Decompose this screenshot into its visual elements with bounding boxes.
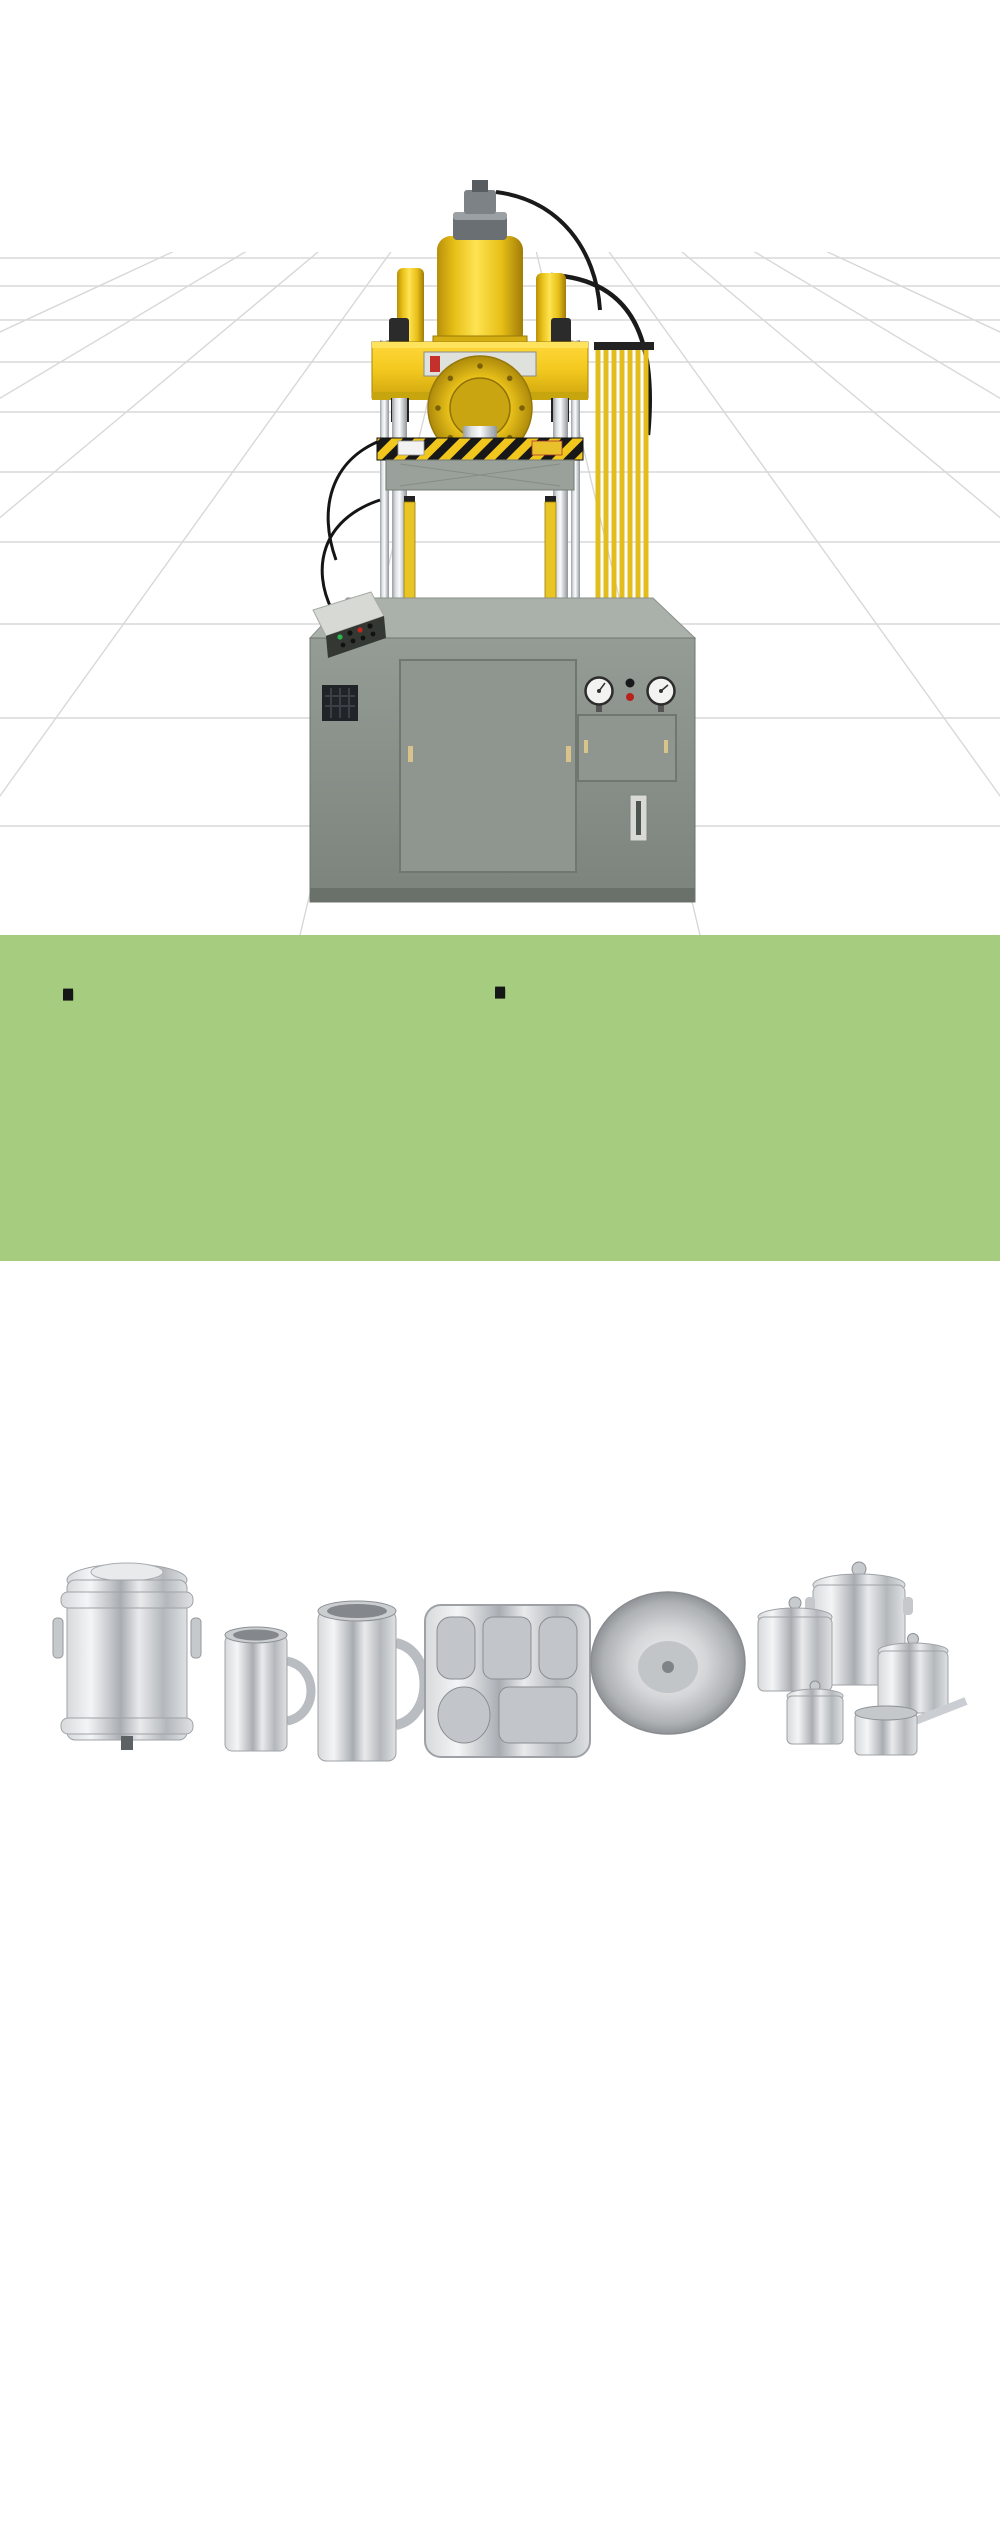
- usage-section: [62, 1328, 944, 1383]
- cabinet-door-main: [400, 660, 576, 872]
- oil-sight-glass: [630, 795, 647, 841]
- features-list-zh: [62, 983, 494, 985]
- product-pitcher: [318, 1601, 425, 1761]
- rod-cap: [389, 318, 409, 344]
- vent-grille: [322, 685, 358, 721]
- product-compartment-tray: [425, 1605, 590, 1757]
- machine-photo-area: [0, 140, 1000, 935]
- machine-illustration: [0, 140, 1000, 935]
- product-round-disc: [591, 1592, 745, 1734]
- page-header: [0, 40, 1000, 49]
- rod-cap: [551, 318, 571, 344]
- spec-heading: [45, 1826, 55, 1861]
- product-photos-illustration: [0, 1545, 1000, 1780]
- press-machine: [310, 180, 695, 902]
- usage-heading: [62, 1328, 944, 1363]
- cabinet-door-right: [578, 715, 676, 781]
- product-mug-small: [225, 1627, 311, 1751]
- product-insulated-barrel: [53, 1563, 201, 1750]
- page-footer: [45, 2428, 957, 2437]
- features-section: [0, 935, 1000, 1261]
- machine-base: [310, 592, 695, 902]
- product-photos: [0, 1545, 1000, 1780]
- hazard-beam: [377, 438, 583, 490]
- features-list-en: [494, 983, 958, 985]
- product-cookware-set: [758, 1562, 966, 1755]
